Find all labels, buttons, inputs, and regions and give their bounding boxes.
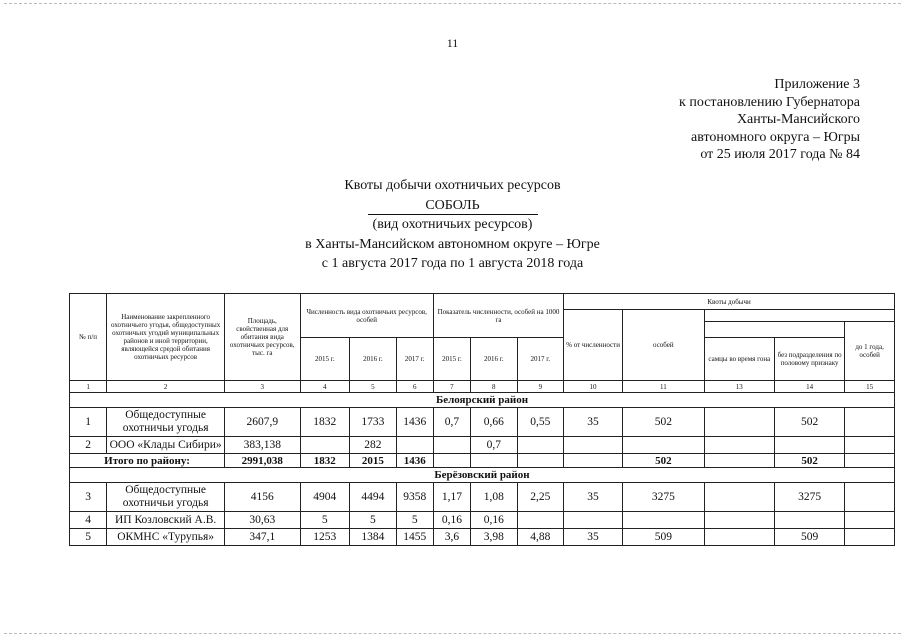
- cell-area: 30,63: [225, 512, 300, 529]
- cell-c13: [704, 408, 774, 437]
- cell-p2017: 9358: [396, 483, 433, 512]
- header-den-2015: 2015 г.: [433, 338, 470, 381]
- cell-c15: [845, 437, 895, 454]
- cell-p2017: [396, 437, 433, 454]
- column-index: 5: [350, 381, 397, 393]
- total-empty: [845, 454, 895, 468]
- header-pop-2016: 2016 г.: [350, 338, 397, 381]
- title-line: в Ханты-Мансийском автономном округе – Югре: [305, 236, 600, 252]
- section-title: Берёзовский район: [70, 468, 895, 483]
- cell-ind: [623, 512, 705, 529]
- cell-pct: [564, 512, 623, 529]
- column-index: 4: [300, 381, 350, 393]
- cell-p2017: 1455: [396, 529, 433, 546]
- table-row: [70, 529, 895, 546]
- header-pct: % от численности: [564, 310, 623, 381]
- column-index: 1: [70, 381, 107, 393]
- cell-ind: [623, 437, 705, 454]
- table-row: [70, 437, 895, 454]
- total-empty: [564, 454, 623, 468]
- cell-name: Общедоступные охотничьи угодья: [107, 483, 225, 512]
- header-quota-sub: [704, 310, 894, 322]
- page-number: 11: [446, 36, 459, 50]
- cell-c15: [845, 512, 895, 529]
- document-title: [0, 176, 905, 274]
- cell-c13: [704, 529, 774, 546]
- cell-name: ООО «Клады Сибири»: [107, 437, 225, 454]
- cell-c13: [704, 483, 774, 512]
- cell-ind: 3275: [623, 483, 705, 512]
- column-index: 15: [845, 381, 895, 393]
- total-p2017: 1436: [396, 454, 433, 468]
- column-index: 7: [433, 381, 470, 393]
- cell-d2016: 1,08: [471, 483, 518, 512]
- cell-c13: [704, 512, 774, 529]
- cell-name: ИП Козловский А.В.: [107, 512, 225, 529]
- cell-p2015: [300, 437, 350, 454]
- cell-c15: [845, 408, 895, 437]
- cell-p2016: 5: [350, 512, 397, 529]
- cell-num: 4: [70, 512, 107, 529]
- cell-d2015: [433, 437, 470, 454]
- column-index: 13: [704, 381, 774, 393]
- title-line: с 1 августа 2017 года по 1 августа 2018 года: [321, 256, 584, 271]
- resource-name: СОБОЛЬ: [368, 198, 538, 215]
- title-line: (вид охотничьих ресурсов): [372, 217, 533, 232]
- cell-area: 383,138: [225, 437, 300, 454]
- cell-num: 2: [70, 437, 107, 454]
- scan-top-edge: [4, 3, 901, 4]
- header-nosex: без подразделения по половому признаку: [774, 338, 844, 381]
- header-quotas: Квоты добычи: [564, 294, 895, 310]
- appendix-line: к постановлению Губернатора: [679, 94, 860, 110]
- section-row: [70, 468, 895, 483]
- total-row: [70, 454, 895, 468]
- cell-d2017: [517, 437, 564, 454]
- cell-c14: [774, 437, 844, 454]
- column-index: 9: [517, 381, 564, 393]
- column-index-row: [70, 381, 895, 393]
- total-area: 2991,038: [225, 454, 300, 468]
- total-empty: [704, 454, 774, 468]
- cell-d2015: 1,17: [433, 483, 470, 512]
- cell-d2015: 0,16: [433, 512, 470, 529]
- total-empty: [517, 454, 564, 468]
- cell-num: 5: [70, 529, 107, 546]
- column-index: 2: [107, 381, 225, 393]
- cell-ind: 509: [623, 529, 705, 546]
- table-row: [70, 483, 895, 512]
- cell-p2016: 282: [350, 437, 397, 454]
- cell-c15: [845, 483, 895, 512]
- cell-d2016: 0,16: [471, 512, 518, 529]
- cell-area: 4156: [225, 483, 300, 512]
- cell-d2017: 2,25: [517, 483, 564, 512]
- cell-d2016: 0,66: [471, 408, 518, 437]
- appendix-block: [679, 76, 860, 164]
- header-den-2017: 2017 г.: [517, 338, 564, 381]
- cell-p2016: 4494: [350, 483, 397, 512]
- cell-p2015: 4904: [300, 483, 350, 512]
- cell-c14: 509: [774, 529, 844, 546]
- cell-num: 3: [70, 483, 107, 512]
- cell-d2016: 0,7: [471, 437, 518, 454]
- cell-p2015: 1832: [300, 408, 350, 437]
- cell-pct: 35: [564, 529, 623, 546]
- cell-num: 1: [70, 408, 107, 437]
- total-p2016: 2015: [350, 454, 397, 468]
- appendix-line: Приложение 3: [774, 77, 860, 92]
- cell-d2015: 0,7: [433, 408, 470, 437]
- column-index: 11: [623, 381, 705, 393]
- column-index: 8: [471, 381, 518, 393]
- cell-p2016: 1384: [350, 529, 397, 546]
- cell-area: 2607,9: [225, 408, 300, 437]
- cell-c14: 502: [774, 408, 844, 437]
- cell-p2017: 1436: [396, 408, 433, 437]
- cell-p2017: 5: [396, 512, 433, 529]
- cell-d2017: [517, 512, 564, 529]
- header-name: Наименование закрепленного охотничьего угодья, общедоступных охотничьих угодий муниципальных районов и иной территории, являющейся средой обитания охотничьих ресурсов: [107, 294, 225, 381]
- header-area: Площадь, свойственная для обитания вида охотничьих ресурсов, тыс. га: [225, 294, 300, 381]
- total-empty: [433, 454, 470, 468]
- total-p2015: 1832: [300, 454, 350, 468]
- total-label: Итого по району:: [70, 454, 225, 468]
- cell-p2016: 1733: [350, 408, 397, 437]
- cell-area: 347,1: [225, 529, 300, 546]
- column-index: 3: [225, 381, 300, 393]
- cell-pct: 35: [564, 483, 623, 512]
- column-index: 10: [564, 381, 623, 393]
- cell-c13: [704, 437, 774, 454]
- cell-ind: 502: [623, 408, 705, 437]
- header-under1: до 1 года, особей: [845, 322, 895, 381]
- cell-d2016: 3,98: [471, 529, 518, 546]
- appendix-line: автономного округа – Югры: [691, 129, 860, 145]
- header-population: Численность вида охотничьих ресурсов, особей: [300, 294, 433, 338]
- total-c14: 502: [774, 454, 844, 468]
- header-den-2016: 2016 г.: [471, 338, 518, 381]
- header-females: самцы во время гона: [704, 338, 774, 381]
- header-density: Показатель численности, особей на 1000 га: [433, 294, 563, 338]
- table-row: [70, 512, 895, 529]
- title-line: Квоты добычи охотничьих ресурсов: [344, 178, 561, 193]
- cell-d2017: 0,55: [517, 408, 564, 437]
- header-pop-2017: 2017 г.: [396, 338, 433, 381]
- cell-c14: 3275: [774, 483, 844, 512]
- column-index: 6: [396, 381, 433, 393]
- cell-name: ОКМНС «Турупья»: [107, 529, 225, 546]
- column-index: 14: [774, 381, 844, 393]
- appendix-line: от 25 июля 2017 года № 84: [700, 147, 860, 162]
- appendix-line: Ханты-Мансийского: [736, 112, 860, 127]
- cell-p2015: 5: [300, 512, 350, 529]
- header-adults: [704, 322, 845, 338]
- section-title: Белоярский район: [70, 393, 895, 408]
- total-ind: 502: [623, 454, 705, 468]
- cell-name: Общедоступные охотничьи угодья: [107, 408, 225, 437]
- cell-pct: 35: [564, 408, 623, 437]
- cell-p2015: 1253: [300, 529, 350, 546]
- cell-pct: [564, 437, 623, 454]
- quota-table: [69, 293, 895, 546]
- scan-bottom-edge: [4, 633, 901, 634]
- section-row: [70, 393, 895, 408]
- cell-c14: [774, 512, 844, 529]
- cell-d2017: 4,88: [517, 529, 564, 546]
- cell-d2015: 3,6: [433, 529, 470, 546]
- table-row: [70, 408, 895, 437]
- cell-c15: [845, 529, 895, 546]
- header-individuals: особей: [623, 310, 705, 381]
- total-empty: [471, 454, 518, 468]
- header-pop-2015: 2015 г.: [300, 338, 350, 381]
- header-num: № п/п: [70, 294, 107, 381]
